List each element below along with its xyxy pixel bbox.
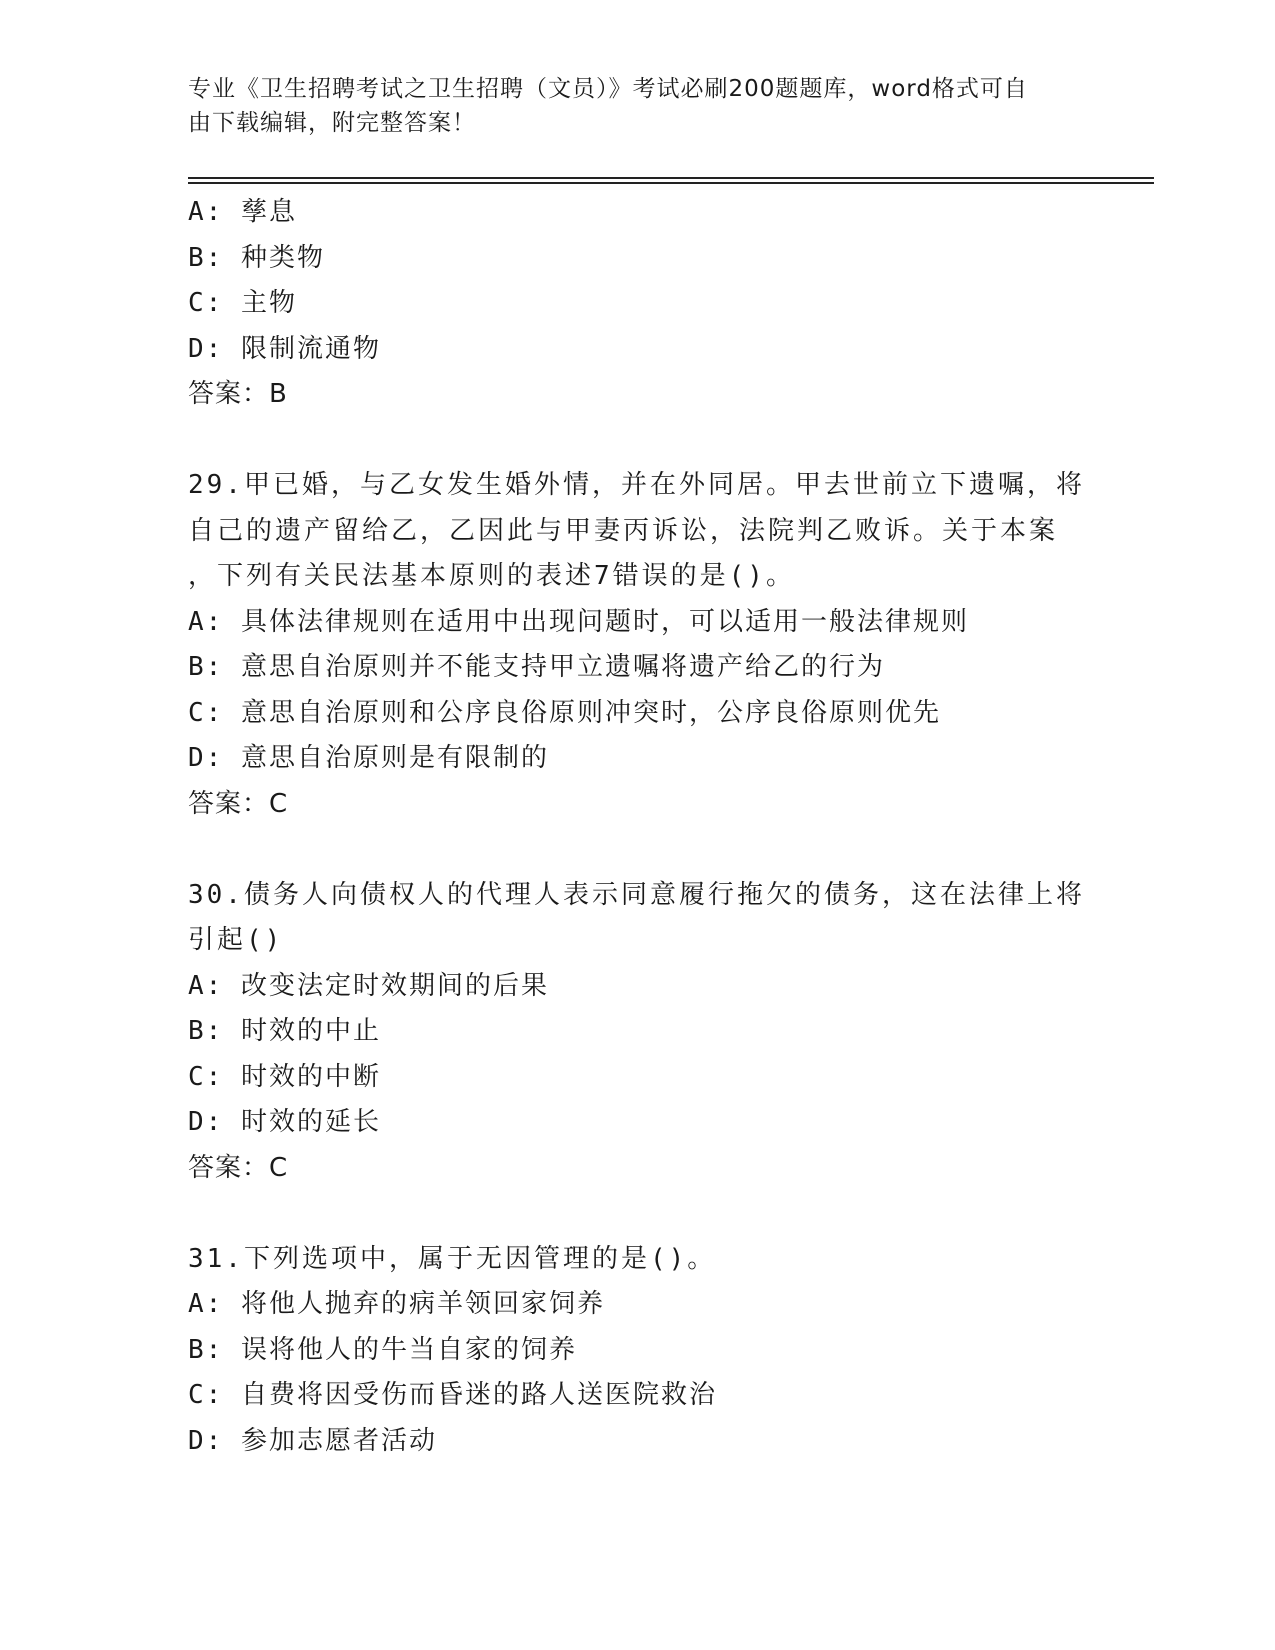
header-divider-bottom xyxy=(188,182,1154,184)
header-line-1: 专业《卫生招聘考试之卫生招聘（文员）》考试必刷200题题库，word格式可自 xyxy=(188,76,1028,102)
option-c: C: 自费将因受伤而昏迷的路人送医院救治 xyxy=(188,1380,717,1410)
question-list xyxy=(188,190,1088,1464)
answer: 答案：C xyxy=(188,1152,289,1183)
option-b: B: 种类物 xyxy=(188,242,325,273)
question-text-line: 30.债务人向债权人的代理人表示同意履行拖欠的债务，这在法律上将 xyxy=(188,879,1085,910)
document-header xyxy=(188,72,1068,140)
option-c: C: 主物 xyxy=(188,288,297,318)
option-b: B: 误将他人的牛当自家的饲养 xyxy=(188,1334,577,1365)
question-31 xyxy=(188,1237,1088,1465)
question-text-line: 引起() xyxy=(188,925,284,955)
question-29 xyxy=(188,463,1088,827)
header-divider-top xyxy=(188,177,1154,179)
option-c: C: 时效的中断 xyxy=(188,1061,381,1092)
question-text-line: ，下列有关民法基本原则的表述7错误的是()。 xyxy=(188,561,795,591)
option-c: C: 意思自治原则和公序良俗原则冲突时，公序良俗原则优先 xyxy=(188,697,941,728)
option-d: D: 限制流通物 xyxy=(188,333,381,364)
question-text-line: 31.下列选项中，属于无因管理的是()。 xyxy=(188,1243,717,1274)
option-a: A: 改变法定时效期间的后果 xyxy=(188,970,549,1001)
answer: 答案：B xyxy=(188,379,288,409)
question-text-line: 29.甲已婚，与乙女发生婚外情，并在外同居。甲去世前立下遗嘱，将 xyxy=(188,470,1085,500)
question-text-line: 自己的遗产留给乙，乙因此与甲妻丙诉讼，法院判乙败诉。关于本案 xyxy=(188,515,1059,546)
option-b: B: 意思自治原则并不能支持甲立遗嘱将遗产给乙的行为 xyxy=(188,652,885,682)
option-a: A: 具体法律规则在适用中出现问题时，可以适用一般法律规则 xyxy=(188,606,969,637)
option-d: D: 意思自治原则是有限制的 xyxy=(188,743,549,773)
option-a: A: 孳息 xyxy=(188,197,297,227)
question-30 xyxy=(188,873,1088,1192)
header-line-2: 由下载编辑，附完整答案！ xyxy=(188,110,476,136)
option-d: D: 参加志愿者活动 xyxy=(188,1425,437,1456)
option-d: D: 时效的延长 xyxy=(188,1107,381,1137)
option-b: B: 时效的中止 xyxy=(188,1016,381,1046)
carryover-block xyxy=(188,190,1088,418)
option-a: A: 将他人抛弃的病羊领回家饲养 xyxy=(188,1289,605,1319)
answer: 答案：C xyxy=(188,788,289,819)
